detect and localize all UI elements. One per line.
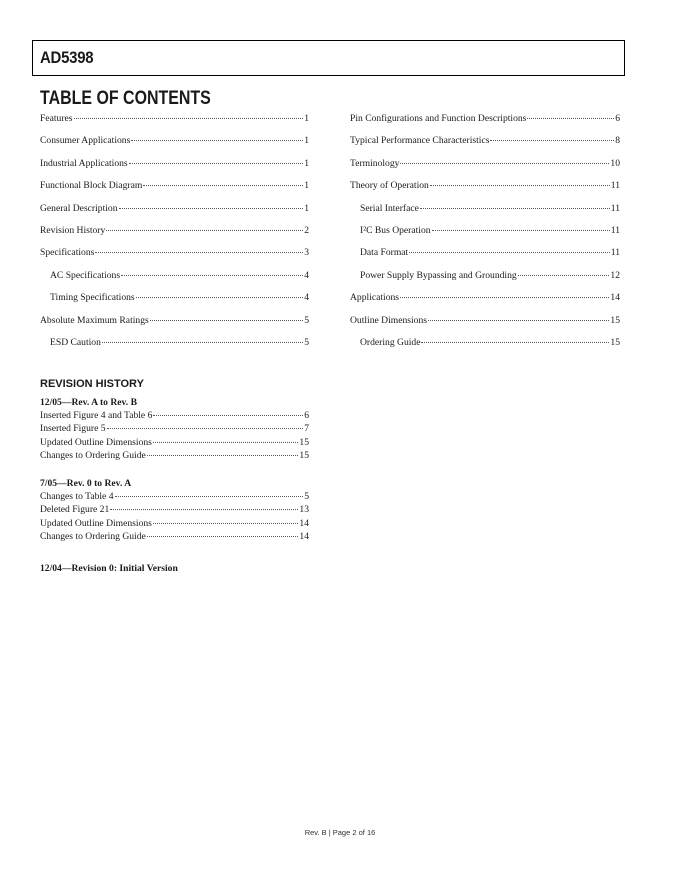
toc-entry-title: Outline Dimensions: [350, 314, 428, 326]
revision-entry-text: Updated Outline Dimensions: [40, 517, 152, 529]
header-box: [32, 40, 625, 76]
dot-leader: [107, 428, 304, 429]
revision-entry-text: Updated Outline Dimensions: [40, 436, 152, 448]
toc-entry[interactable]: [40, 315, 309, 337]
dot-leader: [147, 455, 299, 456]
revision-entry-page: 14: [299, 531, 309, 542]
toc-entry-page: 15: [610, 336, 620, 348]
revision-entry-text: Changes to Ordering Guide: [40, 450, 146, 461]
toc-entry-title: Serial Interface: [360, 202, 419, 214]
toc-entry-page: 4: [304, 292, 309, 304]
toc-entry-page: 1: [304, 135, 309, 147]
revision-label: 7/05—Rev. 0 to Rev. A: [40, 478, 132, 489]
toc-entry-page: 3: [304, 247, 309, 259]
dot-leader: [518, 274, 610, 276]
revision-entry-page: 5: [304, 490, 309, 502]
dot-leader: [400, 162, 609, 164]
toc-entry-title: Functional Block Diagram: [40, 180, 143, 192]
toc-entry[interactable]: [350, 113, 620, 135]
dot-leader: [153, 442, 298, 443]
toc-entry-title: ESD Caution: [50, 336, 101, 348]
revision-block: [40, 396, 309, 464]
revision-entry-page: 13: [299, 504, 309, 515]
toc-entry[interactable]: [40, 113, 309, 135]
dot-leader: [115, 496, 304, 497]
toc-entry-title: AC Specifications: [50, 269, 121, 281]
toc-entry[interactable]: [40, 135, 309, 157]
toc-entry-title: Ordering Guide: [360, 336, 421, 348]
toc-entry-title: Absolute Maximum Ratings: [40, 314, 149, 326]
toc-entry[interactable]: [40, 337, 309, 359]
toc-entry[interactable]: [350, 270, 620, 292]
toc-entry-title: Theory of Operation: [350, 180, 429, 192]
revision-entry-text: Inserted Figure 5: [40, 423, 106, 434]
revision-entry-page: 14: [299, 517, 309, 529]
revision-entry-text: Changes to Table 4: [40, 490, 114, 502]
dot-leader: [74, 117, 304, 119]
toc-entry-page: 11: [610, 202, 620, 214]
revision-entry: [40, 437, 309, 451]
toc-entry[interactable]: [40, 180, 309, 202]
page-footer: Rev. B | Page 2 of 16: [304, 828, 376, 837]
toc-title: TABLE OF CONTENTS: [40, 88, 211, 109]
part-number: AD5398: [40, 48, 94, 67]
dot-leader: [430, 184, 610, 186]
toc-entry[interactable]: [350, 135, 620, 157]
toc-left-column: [40, 113, 309, 359]
revision-entry: [40, 504, 309, 518]
toc-entry[interactable]: [40, 158, 309, 180]
toc-entry-page: 2: [304, 224, 309, 236]
revision-entry: [40, 450, 309, 464]
revision-entry: [40, 423, 309, 437]
revision-entry-text: Changes to Ordering Guide: [40, 531, 146, 542]
revision-entry-text: Inserted Figure 4 and Table 6: [40, 409, 153, 421]
toc-entry-title: Industrial Applications: [40, 157, 128, 169]
dot-leader: [121, 274, 303, 276]
revision-entry-page: 15: [299, 450, 309, 461]
toc-entry[interactable]: [40, 225, 309, 247]
dot-leader: [119, 207, 304, 209]
dot-leader: [143, 184, 303, 186]
toc-entry-page: 1: [304, 157, 309, 169]
revision-block: [40, 477, 309, 545]
revision-entry-page: 6: [304, 409, 309, 421]
toc-entry-page: 4: [304, 269, 309, 281]
dot-leader: [136, 296, 304, 298]
toc-entry[interactable]: [350, 203, 620, 225]
dot-leader: [490, 139, 614, 141]
toc-entry-title: Applications: [350, 292, 400, 304]
revision-block: [40, 562, 309, 576]
toc-entry[interactable]: [40, 247, 309, 269]
toc-entry-page: 11: [610, 247, 620, 259]
toc-entry-title: Typical Performance Characteristics: [350, 135, 490, 147]
toc-entry-title: General Description: [40, 202, 118, 214]
toc-entry-page: 6: [615, 113, 620, 124]
dot-leader: [527, 117, 614, 119]
revision-entry: [40, 491, 309, 505]
revision-entry-page: 15: [299, 436, 309, 448]
toc-entry-page: 11: [610, 224, 620, 236]
dot-leader: [428, 319, 609, 321]
toc-entry-title: Specifications: [40, 247, 95, 259]
dot-leader: [102, 341, 303, 343]
dot-leader: [110, 509, 298, 510]
dot-leader: [106, 229, 303, 231]
dot-leader: [129, 162, 304, 164]
toc-entry-title: Revision History: [40, 224, 106, 236]
toc-right-column: [350, 113, 620, 359]
revision-entry: [40, 531, 309, 545]
toc-entry-title: Timing Specifications: [50, 292, 135, 304]
toc-entry-title: Data Format: [360, 247, 409, 259]
dot-leader: [153, 523, 298, 524]
toc-entry-title: Terminology: [350, 157, 400, 169]
toc-entry[interactable]: [40, 292, 309, 314]
dot-leader: [432, 229, 610, 231]
toc-entry-title: Power Supply Bypassing and Grounding: [360, 269, 517, 281]
revision-entry-text: Deleted Figure 21: [40, 504, 110, 515]
toc-entry-page: 1: [304, 180, 309, 192]
toc-entry-page: 12: [610, 269, 620, 281]
toc-entry-page: 1: [304, 113, 309, 124]
revision-entry-page: 7: [304, 423, 309, 434]
toc-entry-page: 5: [304, 314, 309, 326]
revision-label: 12/04—Revision 0: Initial Version: [40, 563, 178, 574]
dot-leader: [421, 341, 609, 343]
toc-entry-page: 10: [610, 157, 620, 169]
revision-history-heading: REVISION HISTORY: [40, 378, 144, 390]
toc-entry[interactable]: [350, 292, 620, 314]
revision-entry: [40, 518, 309, 532]
dot-leader: [420, 207, 610, 209]
revision-entry: [40, 410, 309, 424]
dot-leader: [150, 319, 303, 321]
toc-entry[interactable]: [350, 225, 620, 247]
toc-entry[interactable]: [350, 180, 620, 202]
toc-entry-page: 8: [615, 135, 620, 147]
dot-leader: [409, 251, 610, 253]
toc-entry-page: 14: [610, 292, 620, 304]
toc-entry-page: 1: [304, 202, 309, 214]
toc-entry[interactable]: [350, 315, 620, 337]
toc-entry-title: Features: [40, 113, 73, 124]
dot-leader: [131, 139, 303, 141]
dot-leader: [95, 251, 303, 253]
toc-entry[interactable]: [40, 203, 309, 225]
toc-entry-page: 11: [610, 180, 620, 192]
dot-leader: [147, 536, 299, 537]
toc-entry-title: Pin Configurations and Function Descriptions: [350, 113, 527, 124]
dot-leader: [153, 415, 303, 416]
toc-entry[interactable]: [40, 270, 309, 292]
toc-entry-page: 5: [304, 336, 309, 348]
revision-label: 12/05—Rev. A to Rev. B: [40, 397, 138, 408]
toc-entry[interactable]: [350, 247, 620, 269]
toc-entry-page: 15: [610, 314, 620, 326]
toc-entry[interactable]: [350, 158, 620, 180]
toc-entry[interactable]: [350, 337, 620, 359]
toc-entry-title: I²C Bus Operation: [360, 224, 431, 236]
toc-entry-title: Consumer Applications: [40, 135, 131, 147]
dot-leader: [400, 296, 609, 298]
